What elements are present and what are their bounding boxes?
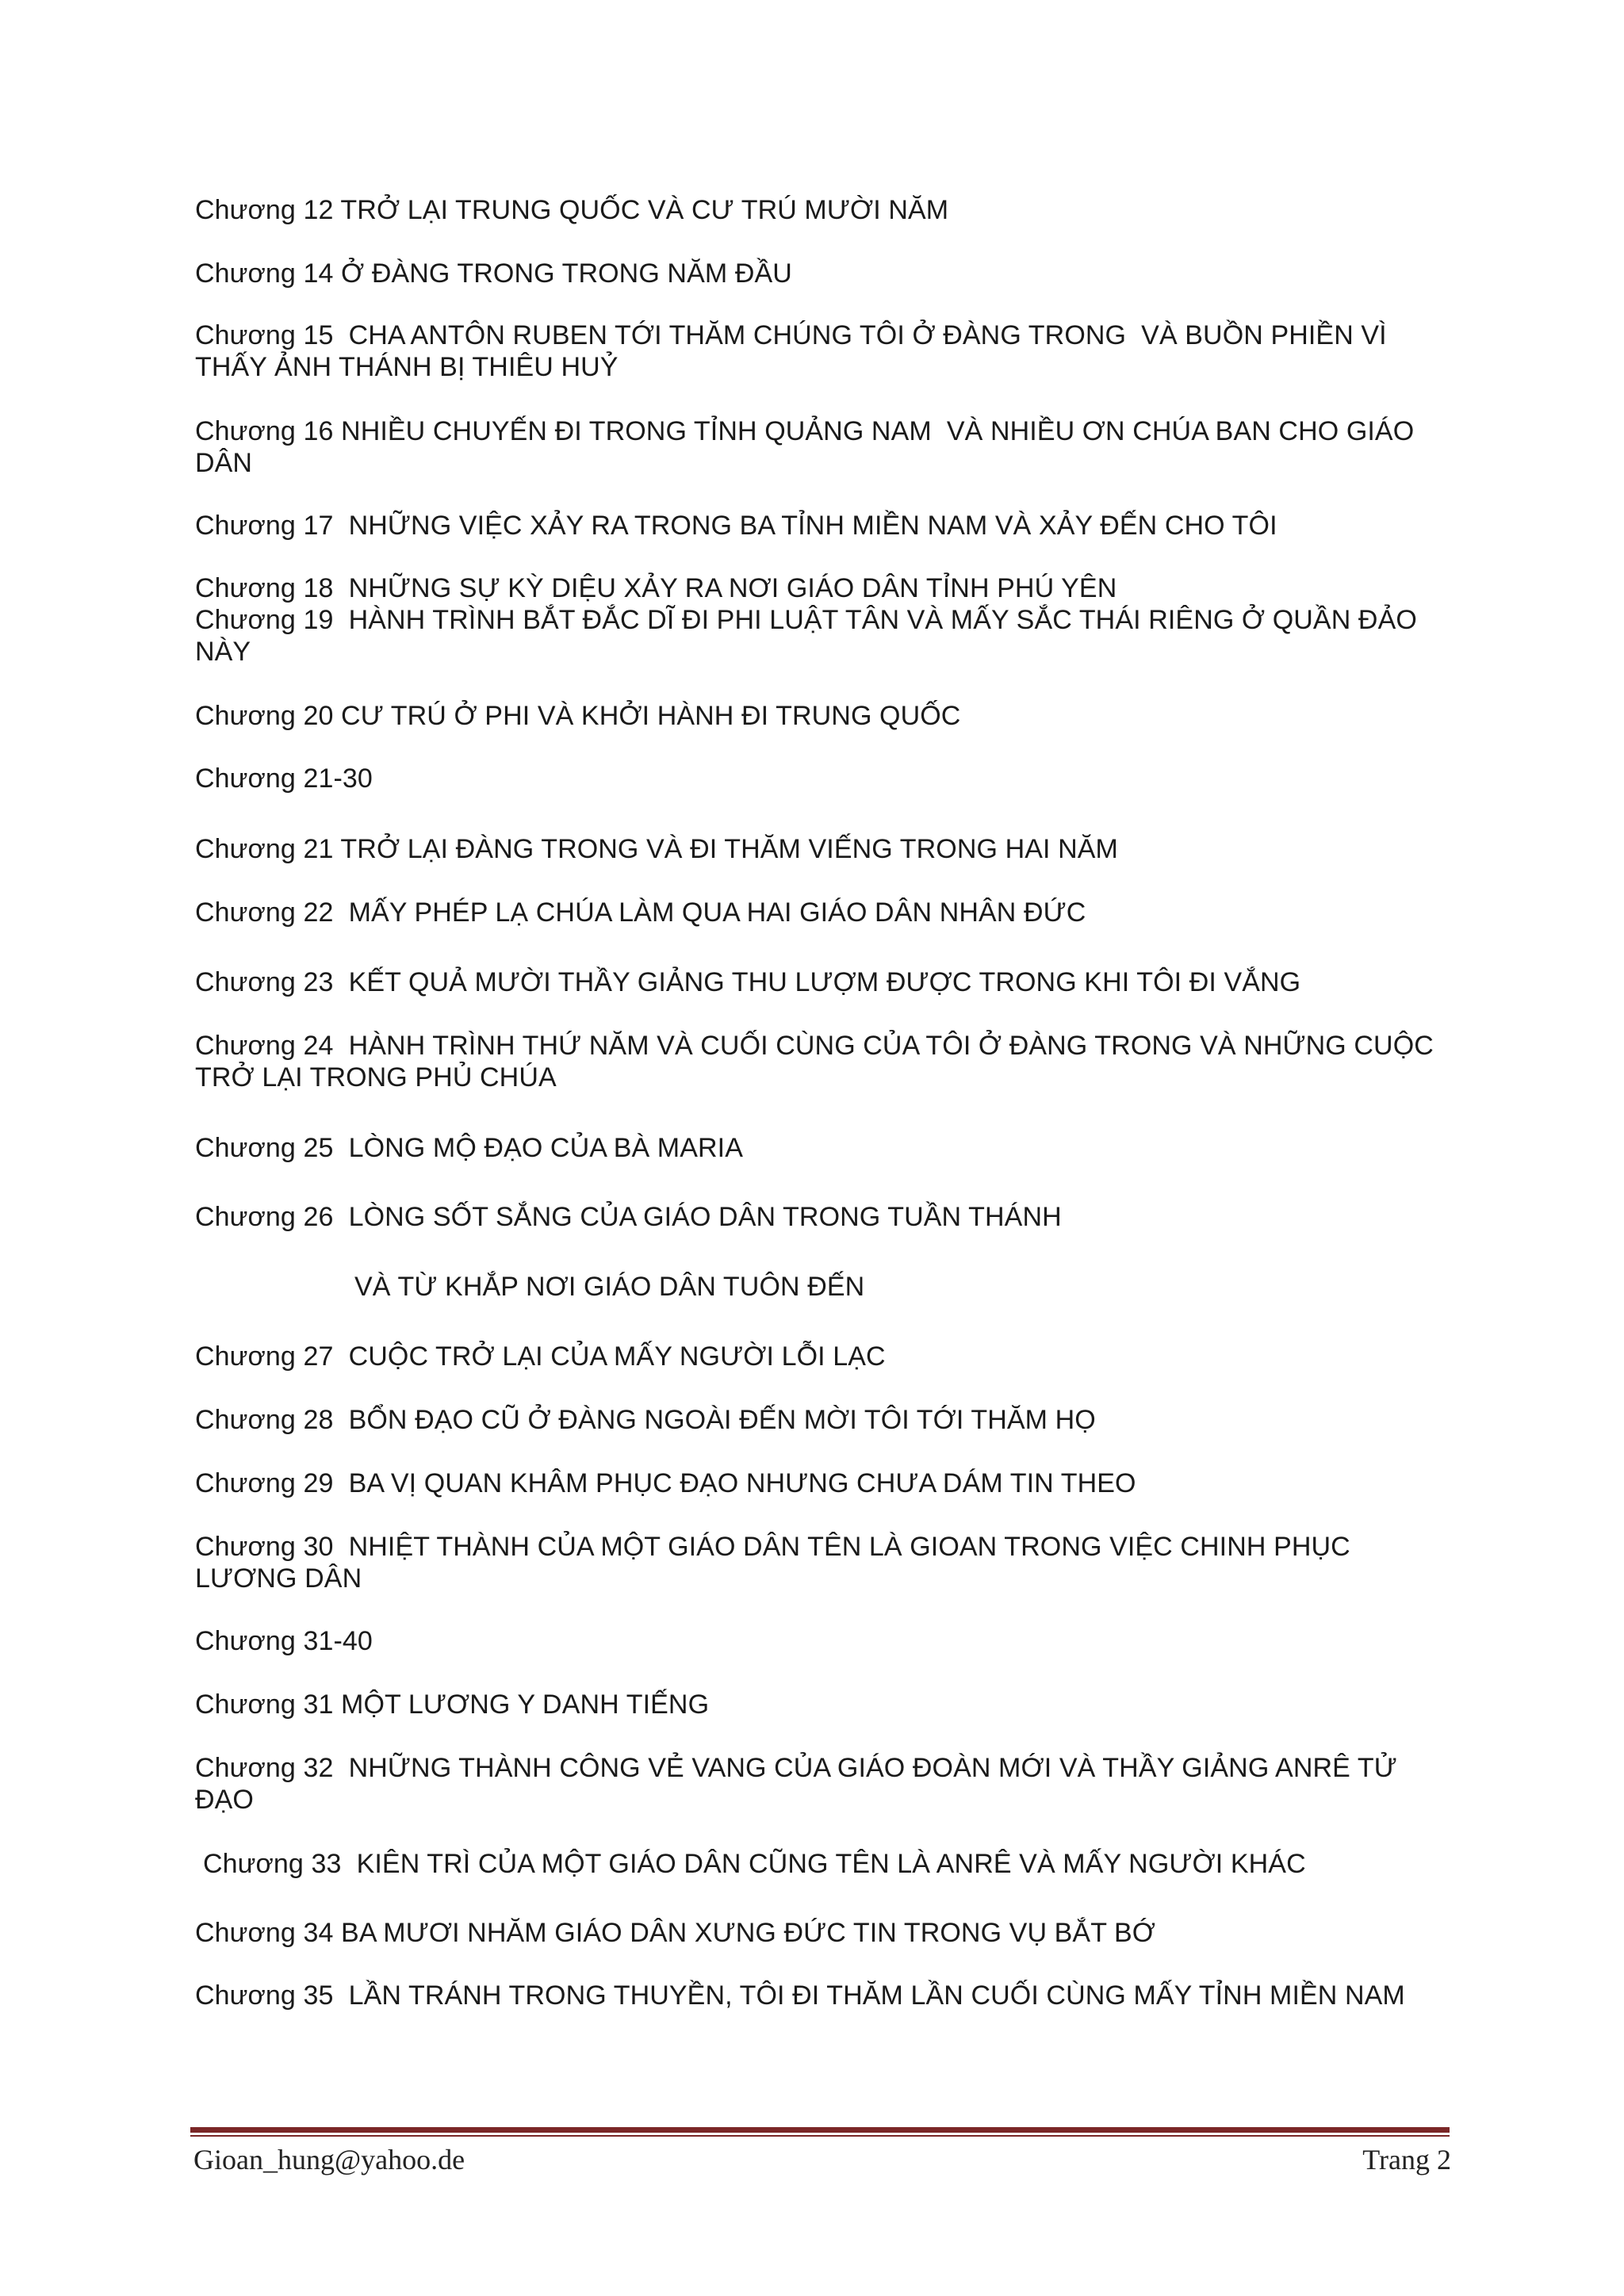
chapter-entry: Chương 34 BA MƯƠI NHĂM GIÁO DÂN XƯNG ĐỨC TIN TRONG VỤ BẮT BỚ	[195, 1918, 1156, 1948]
chapter-entry: Chương 29 BA VỊ QUAN KHÂM PHỤC ĐẠO NHƯNG CHƯA DÁM TIN THEO	[195, 1468, 1136, 1498]
chapter-entry: Chương 20 CƯ TRÚ Ở PHI VÀ KHỞI HÀNH ĐI TRUNG QUỐC	[195, 701, 961, 731]
chapter-entry: Chương 33 KIÊN TRÌ CỦA MỘT GIÁO DÂN CŨNG TÊN LÀ ANRÊ VÀ MẤY NGƯỜI KHÁC	[203, 1849, 1306, 1879]
chapter-entry: Chương 16 NHIỀU CHUYẾN ĐI TRONG TỈNH QUẢNG NAM VÀ NHIỀU ƠN CHÚA BAN CHO GIÁO DÂN	[195, 416, 1422, 478]
chapter-entry: Chương 19 HÀNH TRÌNH BẮT ĐẮC DĨ ĐI PHI LUẬT TÂN VÀ MẤY SẮC THÁI RIÊNG Ở QUẦN ĐẢO NÀY	[195, 605, 1425, 667]
chapter-entry: Chương 14 Ở ĐÀNG TRONG TRONG NĂM ĐẦU	[195, 258, 792, 289]
chapter-entry: Chương 25 LÒNG MỘ ĐẠO CỦA BÀ MARIA	[195, 1133, 743, 1163]
chapter-entry: Chương 23 KẾT QUẢ MƯỜI THẦY GIẢNG THU LƯỢM ĐƯỢC TRONG KHI TÔI ĐI VẮNG	[195, 967, 1301, 997]
chapter-entry: Chương 24 HÀNH TRÌNH THỨ NĂM VÀ CUỐI CÙNG CỦA TÔI Ở ĐÀNG TRONG VÀ NHỮNG CUỘC TRỞ LẠI TRONG PHỦ CHÚA	[195, 1031, 1441, 1093]
footer-email: Gioan_hung@yahoo.de	[193, 2144, 465, 2175]
chapter-entry: Chương 35 LẦN TRÁNH TRONG THUYỀN, TÔI ĐI THĂM LẦN CUỐI CÙNG MẤY TỈNH MIỀN NAM	[195, 1980, 1405, 2011]
chapter-entry: Chương 27 CUỘC TRỞ LẠI CỦA MẤY NGƯỜI LỖI LẠC	[195, 1341, 886, 1372]
chapter-entry: Chương 32 NHỮNG THÀNH CÔNG VẺ VANG CỦA GIÁO ĐOÀN MỚI VÀ THẦY GIẢNG ANRÊ TỬ ĐẠO	[195, 1753, 1405, 1815]
footer-page-number: Trang 2	[1362, 2144, 1451, 2175]
footer-rule-thick	[190, 2127, 1450, 2133]
chapter-entry: Chương 18 NHỮNG SỰ KỲ DIỆU XẢY RA NƠI GIÁO DÂN TỈNH PHÚ YÊN	[195, 573, 1117, 603]
footer-rule	[190, 2127, 1450, 2137]
chapter-entry: Chương 15 CHA ANTÔN RUBEN TỚI THĂM CHÚNG TÔI Ở ĐÀNG TRONG VÀ BUỒN PHIỀN VÌ THẤY ẢNH THÁNH BỊ THIÊU HUỶ	[195, 320, 1394, 382]
chapter-entry: Chương 26 LÒNG SỐT SẮNG CỦA GIÁO DÂN TRONG TUẦN THÁNH	[195, 1202, 1062, 1232]
chapter-entry: Chương 28 BỔN ĐẠO CŨ Ở ĐÀNG NGOÀI ĐẾN MỜI TÔI TỚI THĂM HỌ	[195, 1405, 1096, 1435]
chapter-entry: Chương 31 MỘT LƯƠNG Y DANH TIẾNG	[195, 1689, 710, 1720]
chapter-entry: Chương 30 NHIỆT THÀNH CỦA MỘT GIÁO DÂN TÊN LÀ GIOAN TRONG VIỆC CHINH PHỤC LƯƠNG DÂN	[195, 1532, 1358, 1594]
section-range-heading: Chương 31-40	[195, 1626, 373, 1656]
chapter-entry: Chương 17 NHỮNG VIỆC XẢY RA TRONG BA TỈNH MIỀN NAM VÀ XẢY ĐẾN CHO TÔI	[195, 511, 1277, 541]
chapter-entry-continuation: VÀ TỪ KHẮP NƠI GIÁO DÂN TUÔN ĐẾN	[354, 1272, 865, 1302]
section-range-heading: Chương 21-30	[195, 763, 373, 794]
footer-rule-thin	[190, 2135, 1450, 2137]
chapter-entry: Chương 12 TRỞ LẠI TRUNG QUỐC VÀ CƯ TRÚ MƯỜI NĂM	[195, 195, 949, 225]
chapter-entry: Chương 22 MẤY PHÉP LẠ CHÚA LÀM QUA HAI GIÁO DÂN NHÂN ĐỨC	[195, 897, 1086, 928]
chapter-entry: Chương 21 TRỞ LẠI ĐÀNG TRONG VÀ ĐI THĂM VIẾNG TRONG HAI NĂM	[195, 834, 1118, 864]
